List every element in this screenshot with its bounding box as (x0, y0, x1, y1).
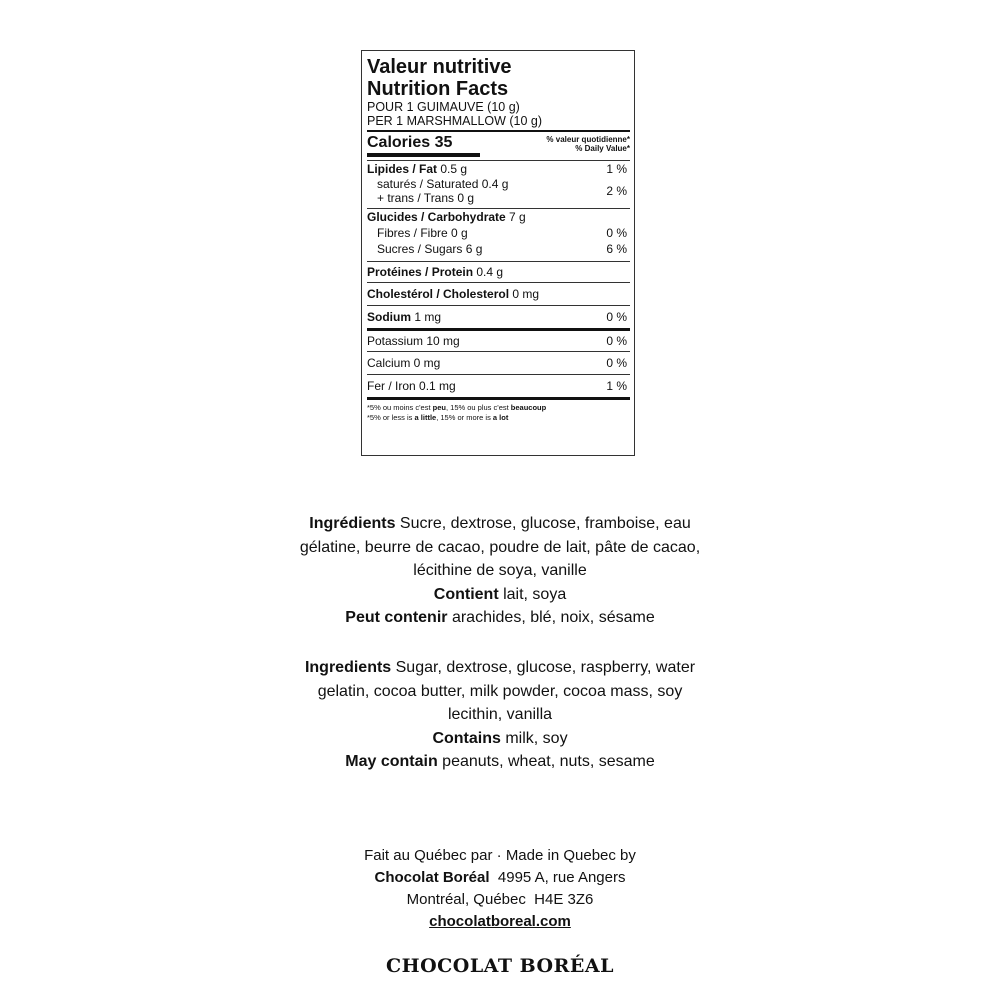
iron-dv: 1 % (606, 378, 627, 393)
trans-label: + trans / Trans 0 g (377, 191, 475, 205)
footnote-text: *5% ou moins c'est (367, 403, 433, 412)
ingredients-en (200, 656, 800, 774)
footnote-bold: beaucoup (510, 403, 547, 412)
ingredients-fr (200, 512, 800, 630)
footnote-bold: peu (432, 403, 446, 412)
contains-label: Contient (433, 585, 499, 603)
calories-row (367, 133, 630, 157)
ingredients-label: Ingredients (304, 659, 392, 676)
may-contain-label: Peut contenir (345, 609, 448, 626)
cholesterol-row (367, 283, 630, 305)
ingredients-line: gelatin, cocoa butter, milk powder, cocoa mass, soy (317, 682, 683, 700)
nutrition-facts-table (361, 50, 635, 456)
iron-label: Fer / Iron 0.1 mg (367, 378, 456, 393)
carb-row (367, 209, 630, 225)
sugars-row (367, 241, 630, 257)
divider (367, 130, 630, 132)
daily-value-header (546, 135, 630, 153)
carb-amount: 7 g (509, 209, 526, 224)
protein-label: Protéines / Protein (367, 264, 474, 279)
contains-text: lait, soya (498, 585, 567, 603)
sugars-dv: 6 % (606, 241, 627, 256)
sodium-amount: 1 mg (414, 309, 442, 324)
contains-line (200, 727, 800, 751)
may-contain-line (200, 750, 800, 774)
address-city: Montréal, Québec H4E 3Z6 (406, 891, 594, 908)
calories-label: Calories 35 (367, 133, 480, 157)
ingredients-line (200, 656, 800, 680)
maker-info (250, 845, 750, 933)
fat-label: Lipides / Fat (367, 161, 438, 176)
potassium-dv: 0 % (606, 333, 627, 348)
may-contain-text: peanuts, wheat, nuts, sesame (437, 753, 655, 770)
footnote-text: , 15% ou plus c'est (445, 403, 511, 412)
contains-line (200, 583, 800, 607)
ingredients-line: lécithine de soya, vanille (413, 562, 587, 579)
cholesterol-amount: 0 mg (512, 286, 540, 301)
title-en: Nutrition Facts (367, 78, 509, 100)
company-name: Chocolat Boréal (374, 869, 490, 886)
sat-trans-row (367, 177, 630, 205)
ingredients-line (200, 512, 800, 536)
sugars-label: Sucres / Sugars 6 g (377, 241, 483, 256)
may-contain-text: arachides, blé, noix, sésame (447, 609, 655, 626)
ingredients-line: lecithin, vanilla (447, 706, 553, 723)
saturated-label: saturés / Saturated 0.4 g (377, 177, 509, 191)
fibre-label: Fibres / Fibre 0 g (377, 225, 468, 240)
footnote-bold: a little (414, 413, 437, 422)
footnote-bold: a lot (492, 413, 509, 422)
address-street: 4995 A, rue Angers (489, 869, 626, 886)
serving-fr: POUR 1 GUIMAUVE (10 g) (367, 100, 520, 114)
footnote-text: *5% or less is (367, 413, 415, 422)
fat-row (367, 161, 630, 177)
may-contain-line (200, 606, 800, 630)
sodium-dv: 0 % (606, 309, 627, 324)
ingredients-text: Sugar, dextrose, glucose, raspberry, water (391, 659, 696, 676)
fibre-row (367, 225, 630, 241)
ingredients-label: Ingrédients (309, 515, 396, 532)
calcium-label: Calcium 0 mg (367, 355, 441, 370)
carb-label: Glucides / Carbohydrate (367, 209, 506, 224)
calcium-row (367, 352, 630, 374)
protein-amount: 0.4 g (476, 264, 504, 279)
contains-text: milk, soy (500, 729, 568, 747)
dv-header-en: % Daily Value* (575, 144, 630, 153)
company-line (250, 867, 750, 889)
fat-dv: 1 % (606, 161, 627, 176)
potassium-label: Potassium 10 mg (367, 333, 460, 348)
sodium-row (367, 306, 630, 328)
protein-row (367, 262, 630, 282)
footnote-fr (367, 403, 630, 413)
potassium-row (367, 331, 630, 351)
sat-trans-dv: 2 % (606, 183, 627, 198)
serving-en: PER 1 MARSHMALLOW (10 g) (367, 114, 543, 128)
title-fr: Valeur nutritive (367, 56, 512, 78)
footnote (367, 400, 630, 423)
ingredients-text: Sucre, dextrose, glucose, framboise, eau (395, 515, 691, 532)
website-link[interactable]: chocolatboreal.com (429, 913, 571, 930)
fibre-dv: 0 % (606, 225, 627, 240)
calcium-dv: 0 % (606, 355, 627, 370)
footnote-en (367, 413, 630, 423)
cholesterol-label: Cholestérol / Cholesterol (367, 286, 510, 301)
contains-label: Contains (432, 729, 501, 747)
iron-row (367, 375, 630, 397)
made-in-line: Fait au Québec par · Made in Quebec by (364, 847, 636, 864)
fat-amount: 0.5 g (440, 161, 468, 176)
ingredients-line: gélatine, beurre de cacao, poudre de lait, pâte de cacao, (299, 538, 701, 556)
dv-header-fr: % valeur quotidienne* (546, 135, 630, 144)
footnote-text: , 15% or more is (436, 413, 493, 422)
sodium-label: Sodium (367, 309, 411, 324)
may-contain-label: May contain (345, 753, 438, 770)
brand-logo: CHOCOLAT BORÉAL (386, 955, 614, 977)
